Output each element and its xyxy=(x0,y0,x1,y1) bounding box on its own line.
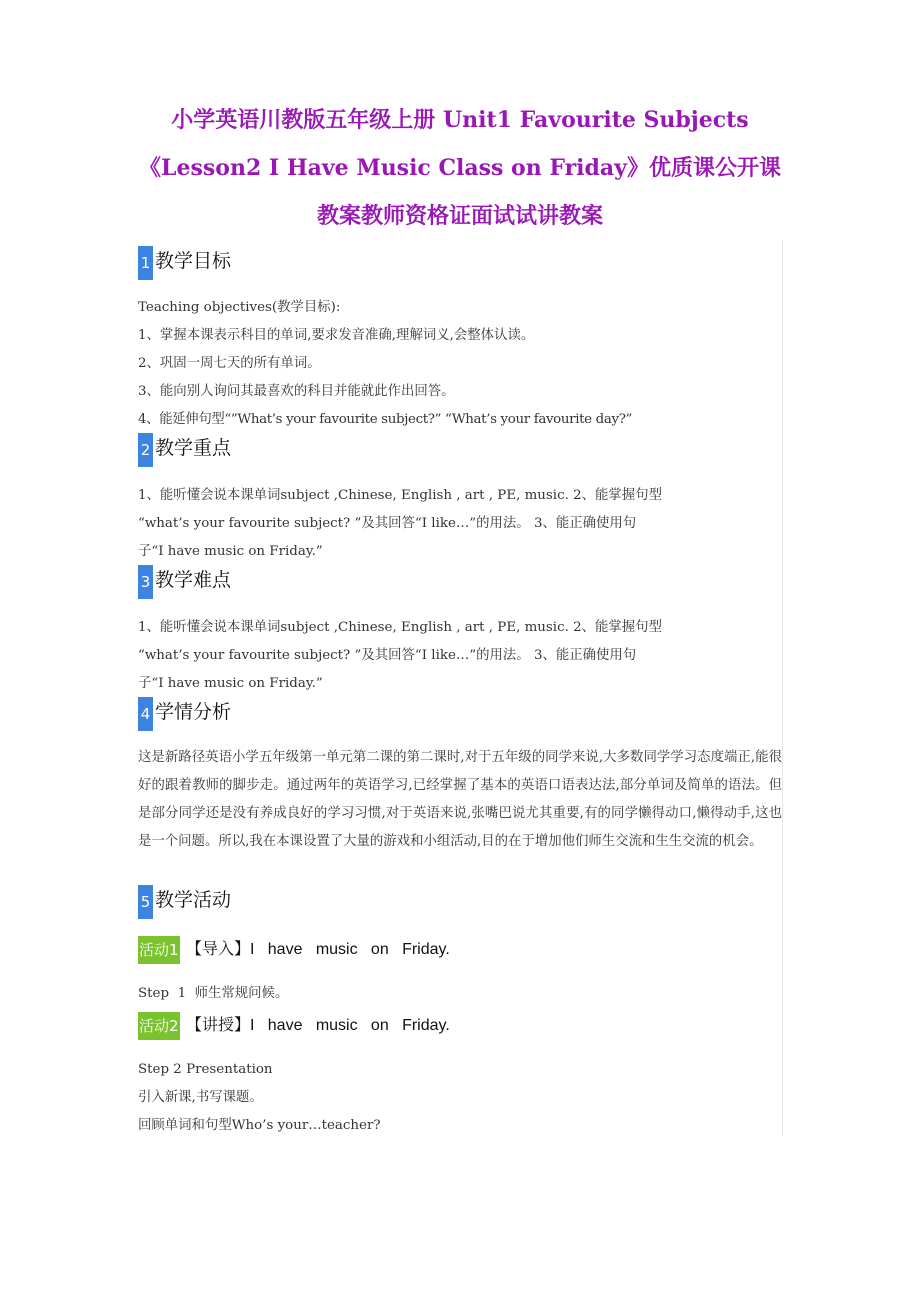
section-number: 4 xyxy=(138,697,153,731)
section-title: 学情分析 xyxy=(155,701,232,723)
section-title: 教学重点 xyxy=(155,437,232,459)
section-number: 2 xyxy=(138,433,153,467)
activity-2-step: 回顾单词和句型Who’s your…teacher? xyxy=(138,1118,381,1133)
document-title xyxy=(100,96,820,240)
objectives-line: 3、能向别人询问其最喜欢的科目并能就此作出回答。 xyxy=(138,384,455,399)
section-title: 教学目标 xyxy=(155,250,232,272)
lesson-plan-content xyxy=(138,240,783,1136)
section-number: 3 xyxy=(138,565,153,599)
objectives-line: 1、掌握本课表示科目的单词,要求发音准确,理解词义,会整体认读。 xyxy=(138,328,535,343)
activity-label: 【讲授】I have music on Friday. xyxy=(186,1017,450,1034)
objectives-line: 2、巩固一周七天的所有单词。 xyxy=(138,356,321,371)
section-title: 教学活动 xyxy=(155,889,232,911)
difficulties-line: 1、能听懂会说本课单词subject ,Chinese, English , art , PE, music. 2、能掌握句型 xyxy=(138,620,662,635)
key-points-line: “what’s your favourite subject? ”及其回答“I like…”的用法。 3、能正确使用句 xyxy=(138,516,637,531)
activity-badge: 活动2 xyxy=(138,1012,180,1040)
activity-1-step: Step 1 师生常规问候。 xyxy=(138,986,289,1001)
objectives-line: Teaching objectives(教学目标): xyxy=(138,300,341,315)
title-line-3: 教案教师资格证面试试讲教案 xyxy=(316,203,603,229)
key-points-line: 子“I have music on Friday.” xyxy=(138,544,323,559)
key-points-line: 1、能听懂会说本课单词subject ,Chinese, English , art , PE, music. 2、能掌握句型 xyxy=(138,488,662,503)
student-analysis-paragraph: 这是新路径英语小学五年级第一单元第二课的第二课时,对于五年级的同学来说,大多数同学学习态度端正,能很好的跟着教师的脚步走。通过两年的英语学习,已经掌握了基本的英语口语表达法,部分单词及简单的语法。但是部分同学还是没有养成良好的学习习惯,对于英语来说,张嘴巴说尤其重要,有的同学懒得动口,懒得动手,这也是一个问题。所以,我在本课设置了大量的游戏和小组活动,目的在于增加他们师生交流和生生交流的机会。 xyxy=(138,750,782,849)
activity-label: 【导入】I have music on Friday. xyxy=(186,941,450,958)
title-line-1: 小学英语川教版五年级上册 Unit1 Favourite Subjects xyxy=(171,107,749,133)
section-title: 教学难点 xyxy=(155,569,232,591)
difficulties-line: “what’s your favourite subject? ”及其回答“I like…”的用法。 3、能正确使用句 xyxy=(138,648,637,663)
difficulties-line: 子“I have music on Friday.” xyxy=(138,676,323,691)
section-number: 5 xyxy=(138,885,153,919)
activity-badge: 活动1 xyxy=(138,936,180,964)
activity-2-step: Step 2 Presentation xyxy=(138,1062,273,1077)
activity-2-step: 引入新课,书写课题。 xyxy=(138,1090,263,1105)
title-line-2: 《Lesson2 I Have Music Class on Friday》优质课公开课 xyxy=(139,155,781,181)
section-number: 1 xyxy=(138,246,153,280)
objectives-line: 4、能延伸句型“”What’s your favourite subject?” “What’s your favourite day?” xyxy=(138,412,633,427)
